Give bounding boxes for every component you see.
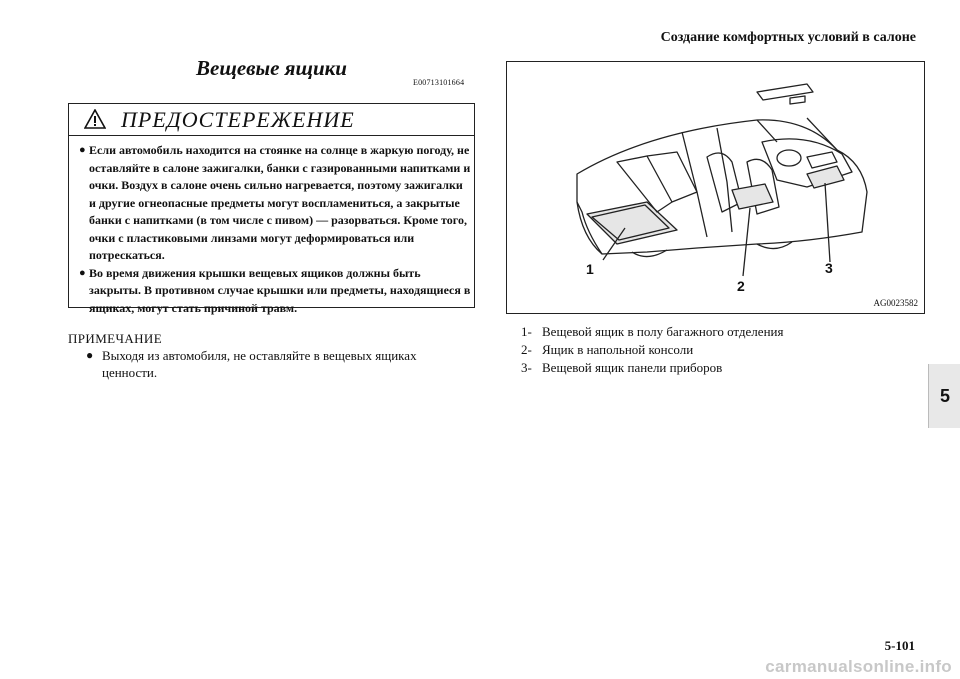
legend-number: 1- [521, 324, 532, 339]
callout-1: 1 [586, 261, 594, 277]
bullet-icon: ● [79, 144, 86, 156]
callout-3: 3 [825, 260, 833, 276]
legend-item [521, 359, 783, 377]
figure-legend [521, 323, 783, 377]
legend-number: 2- [521, 342, 532, 357]
warning-box [68, 103, 475, 315]
warning-item [75, 142, 471, 265]
legend-number: 3- [521, 360, 532, 375]
page-number: 5-101 [884, 638, 915, 653]
figure-code: AG0023582 [873, 298, 918, 308]
section-title: Вещевые ящики [196, 56, 347, 80]
warning-item-text: Во время движения крышки вещевых ящиков должны быть закрыты. В противном случае крышки или предметы, находящиеся в ящиках, могут стать причиной травм. [89, 265, 471, 315]
legend-item [521, 341, 783, 359]
legend-text: Вещевой ящик панели приборов [542, 360, 723, 375]
car-interior-drawing [507, 62, 925, 314]
warning-heading: ПРЕДОСТЕРЕЖЕНИЕ [121, 107, 355, 132]
warning-header [69, 104, 474, 136]
bullet-icon: ● [86, 348, 94, 362]
watermark: carmanualsonline.info [765, 657, 952, 676]
warning-item-text: Если автомобиль находится на стоянке на солнце в жаркую погоду, не оставляйте в салоне зажигалки, банки с газированными напитками и очки. Воздух в салоне очень сильно нагревается, поэтому зажигалки и другие огнеопасные предметы могут воспламениться, а закрытые банки с напитками (в том числе с пивом) — разорваться. Кроме того, очки с пластиковыми линзами могут деформироваться или потрескаться. [89, 143, 471, 262]
warning-triangle-icon [84, 109, 106, 129]
legend-item [521, 323, 783, 341]
section-code: E00713101664 [413, 78, 465, 87]
legend-text: Вещевой ящик в полу багажного отделения [542, 324, 784, 339]
warning-list [75, 142, 471, 317]
legend-text: Ящик в напольной консоли [542, 342, 694, 357]
car-interior-illustration [506, 61, 925, 314]
note-item [86, 347, 472, 381]
callout-2: 2 [737, 278, 745, 294]
note-label: ПРИМЕЧАНИЕ [68, 331, 163, 346]
bullet-icon: ● [79, 266, 86, 279]
chapter-tab: 5 [928, 364, 960, 428]
running-header: Создание комфортных условий в салоне [660, 30, 916, 45]
warning-item [75, 265, 471, 318]
note-item-text: Выходя из автомобиля, не оставляйте в вещевых ящиках ценности. [102, 348, 417, 380]
